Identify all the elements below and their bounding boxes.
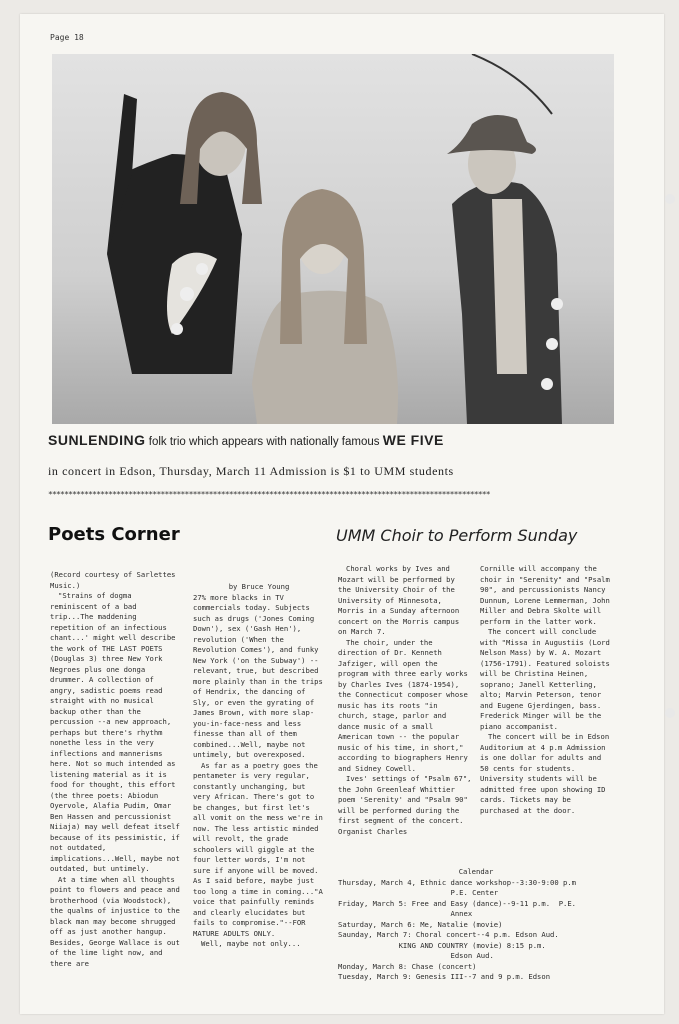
- photo-caption-line2: in concert in Edson, Thursday, March 11 Admission is $1 to UMM students: [48, 464, 454, 478]
- article-paragraph: The concert will be in Edson Auditorium at 4 p.m Admission is one dollar for adults and 50 cents for students. University students will be admitted free upon showing ID cards. Tickets may be purchased at the door.: [480, 732, 610, 815]
- calendar-title: Calendar: [458, 867, 494, 876]
- article-paragraph: At a time when all thoughts point to flowers and peace and brotherhood (via Woodstock), the qualms of injustice to the black man may become shrugged off as just another hangup. Besides, George Wallace is out of the lime light now, and there are: [50, 874, 180, 968]
- calendar-line: KING AND COUNTRY (movie) 8:15 p.m.: [398, 940, 546, 950]
- calendar-line: Friday, March 5: Free and Easy (dance)--9-11 p.m. P.E.: [338, 898, 576, 908]
- calendar-line: Tuesday, March 9: Genesis III--7 and 9 p.m. Edson: [338, 972, 551, 981]
- calendar-line: Thursday, March 4, Ethnic dance workshop--3:30-9:00 p.m: [338, 877, 576, 887]
- article-paragraph: Ives' settings of "Psalm 67", the John Greenleaf Whittier poem 'Serenity' and "Psalm 90" will be performed during the first segment of the concert. Organist Charles: [338, 774, 472, 836]
- choir-column-1: [338, 564, 472, 837]
- calendar: [338, 867, 614, 983]
- photo-illustration: [52, 54, 614, 424]
- band-photo: [52, 54, 614, 424]
- article-paragraph: 27% more blacks in TV commercials today. Subjects such as drugs ('Jones Coming Down'), sex ('Gash Hen'), revolution ('When the Revolution Comes'), and funky New York ('on the Subway') -- relevant, true, but described more plainly than in the trips of Hendrix, the dancing of Sly, or even the gyrating of James Brown, with more slap-you-in-face-ness and less finesse than all of them combined...Well, maybe not untimely, but overexposed.: [193, 592, 323, 759]
- caption-bold-right: WE FIVE: [382, 432, 444, 448]
- calendar-line: Annex: [450, 909, 473, 918]
- poets-corner-heading: Poets Corner: [48, 524, 180, 545]
- caption-middle: folk trio which appears with nationally famous: [148, 436, 380, 448]
- poets-column-1: [50, 570, 182, 969]
- star-divider: **************************************************************************************************************: [48, 490, 490, 499]
- choir-heading: UMM Choir to Perform Sunday: [336, 526, 578, 545]
- binder-hole: [665, 708, 675, 718]
- article-paragraph: The choir, under the direction of Dr. Kenneth Jafziger, will open the program with three early works by Charles Ives (1874-1954), the Connecticut composer whose music has its roots "in church, stage, parlor and dance music of a small American town -- the popular music of his time, in short," according to biographers Henry and Sidney Cowell.: [338, 637, 468, 773]
- choir-column-2: [480, 564, 614, 816]
- article-paragraph: "Strains of dogma reminiscent of a bad trip...The maddening repetition of an infectious chant...' might well describe the work of THE LAST POETS (Douglas 3) three New York Negroes plus one donga drummer. A collection of angry, sadistic poems read straight with no musical backup other than the percussion --a new approach, perhaps but there's rhythm nonethe less in the very inflections and mannerisms here. Not so much intended as listening material as it is food for thought, this effort (the three poets: Abiodun Oyervole, Alafia Pudim, Omar Ben Hassen and percussionist Niiaja) may well defeat itself because of its pessimistic, if not outdated, implications...Well, maybe not outdated, but untimely.: [50, 591, 180, 873]
- calendar-lines: [338, 878, 614, 983]
- article-paragraph: The concert will conclude with "Missa in Augustiis (Lord Nelson Mass) by W. A. Mozart (1756-1791). Featured soloists will be Christina Heinen, soprano; Janell Ketterling, alto; Marvin Peterson, tenor and Eugene Gjerdingen, bass. Frederick Minger will be the piano accompanist.: [480, 627, 610, 731]
- article-paragraph: As far as a poetry goes the pentameter is very regular, constantly unchanging, but very African. There's got to be changes, but first let's all vomit on the mess we're in now. The less artistic minded will revolt, the grade schoolers will giggle at the four letter words, I'm not sure if anyone will be moved. As I said before, maybe just too long a time in coming..."A voice that painfully reminds and clearly elucidates but fails to compromise."--FOR MATURE ADULTS ONLY.: [193, 760, 323, 938]
- photo-caption-line1: [48, 432, 658, 448]
- calendar-line: Monday, March 8: Chase (concert): [338, 961, 477, 971]
- page-number: Page 18: [50, 33, 84, 42]
- binder-hole: [665, 194, 675, 204]
- article-paragraph: Choral works by Ives and Mozart will be performed by the University Choir of the University of Minnesota, Morris in a Sunday afternoon concert on the Morris campus on March 7.: [338, 564, 460, 636]
- byline: by Bruce Young: [228, 582, 290, 591]
- calendar-line: Saunday, March 7: Choral concert--4 p.m. Edson Aud.: [338, 930, 559, 939]
- calendar-line: P.E. Center: [450, 888, 499, 897]
- caption-bold-left: SUNLENDING: [48, 432, 146, 448]
- article-paragraph: Cornille will accompany the choir in "Serenity" and "Psalm 90", and percussionists Nancy Dunnum, Lorene Lemmerman, John Miller and Debra Skolte will perform in the latter work.: [480, 564, 610, 626]
- calendar-line: Edson Aud.: [450, 951, 494, 960]
- poets-column-2: [193, 582, 325, 950]
- article-paragraph: Well, maybe not only...: [201, 939, 301, 948]
- article-paragraph: (Record courtesy of Sarlettes Music.): [50, 570, 176, 590]
- calendar-line: Saturday, March 6: Me, Natalie (movie): [338, 919, 503, 929]
